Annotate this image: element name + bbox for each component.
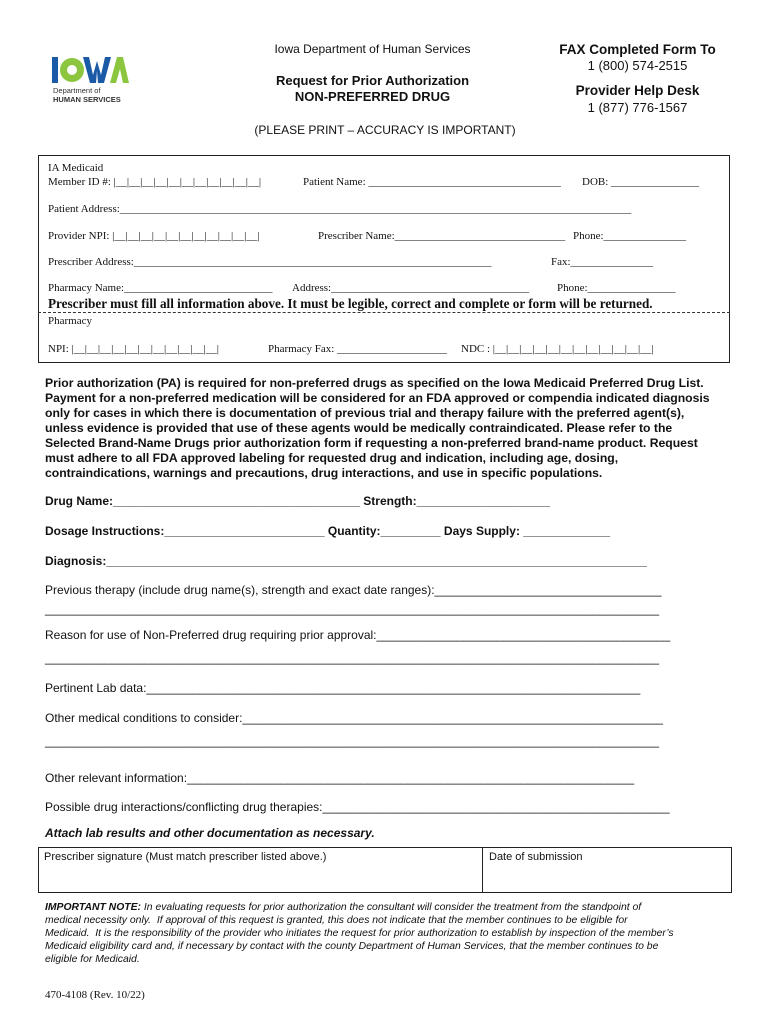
dosage-quantity-field[interactable]: Dosage Instructions:________________________ Quantity:_________ Days Supply: _____________ — [45, 524, 611, 538]
pharmacy-fax-field[interactable]: Pharmacy Fax: ____________________ — [268, 343, 448, 355]
form-title-line-2: NON-PREFERRED DRUG — [294, 89, 451, 104]
other-conditions-line-2[interactable]: ____________________________________________________________________________________________ — [45, 734, 659, 748]
intro-line-4: unless evidence is provided that use of these agents would be medically contraindicated. Please refer to the — [45, 421, 673, 435]
intro-line-5: Selected Brand-Name Drugs prior authorization form if requesting a non-preferred brand-name product. Request — [45, 436, 698, 450]
member-id-field[interactable]: Member ID #: |__|__|__|__|__|__|__|__|__|__|__| — [48, 176, 262, 188]
provider-npi-field[interactable]: Provider NPI: |__|__|__|__|__|__|__|__|__|__|__| — [48, 230, 260, 242]
intro-line-2: Payment for a non-preferred medication will be considered for an FDA approved or compendia indicated diagnosis — [45, 391, 710, 405]
dob-field[interactable]: DOB: ________________ — [582, 176, 700, 188]
prescriber-signature-field[interactable]: Prescriber signature (Must match prescriber listed above.) — [44, 851, 327, 863]
important-note-line-3: Medicaid. It is the responsibility of the provider who initiates the request for prior authorization to establish by inspection of the member’s — [45, 928, 674, 939]
prescriber-address-field[interactable]: Prescriber Address:_________________________________________________________________ — [48, 256, 492, 268]
form-number: 470-4108 (Rev. 10/22) — [45, 989, 145, 1001]
fax-number: 1 (800) 574-2515 — [587, 58, 688, 73]
pharmacy-phone-field[interactable]: Phone:________________ — [557, 282, 676, 294]
drug-interactions-field[interactable]: Possible drug interactions/conflicting drug therapies:____________________________________________________ — [45, 800, 670, 814]
other-conditions-field[interactable]: Other medical conditions to consider:_______________________________________________________________ — [45, 711, 663, 725]
pharmacy-name-field[interactable]: Pharmacy Name:___________________________ — [48, 282, 273, 294]
intro-line-6: must adhere to all FDA approved labeling for requested drug and indication, including age, dosing, — [45, 451, 619, 465]
form-title-line-1: Request for Prior Authorization — [275, 73, 470, 88]
other-info-field[interactable]: Other relevant information:___________________________________________________________________ — [45, 771, 635, 785]
dashed-divider — [38, 312, 730, 313]
intro-line-1: Prior authorization (PA) is required for non-preferred drugs as specified on the Iowa Medicaid Preferred Drug List. — [45, 376, 704, 390]
ia-medicaid-label: IA Medicaid — [48, 162, 104, 174]
helpdesk-label: Provider Help Desk — [575, 83, 700, 98]
date-of-submission-field[interactable]: Date of submission — [489, 851, 583, 863]
ndc-field[interactable]: NDC : |__|__|__|__|__|__|__|__|__|__|__|__| — [461, 343, 654, 355]
prescriber-fax-field[interactable]: Fax:_______________ — [551, 256, 654, 268]
important-note-line-2: medical necessity only. If approval of this request is granted, this does not indicate that the member continues to be eligible for — [45, 915, 628, 926]
important-note-text-1: In evaluating requests for prior authorization the consultant will consider the treatment from the standpoint of — [141, 902, 642, 913]
pharmacy-section-label: Pharmacy — [48, 315, 92, 327]
important-note-label: IMPORTANT NOTE: — [45, 902, 142, 913]
reason-line-2[interactable]: ____________________________________________________________________________________________ — [45, 651, 659, 665]
pharmacy-address-field[interactable]: Address:____________________________________ — [292, 282, 530, 294]
logo-line-2: HUMAN SERVICES — [53, 95, 121, 104]
logo-letter-a — [110, 57, 129, 83]
drug-name-strength-field[interactable]: Drug Name:_____________________________________ Strength:____________________ — [45, 494, 551, 508]
iowa-dhs-logo — [50, 49, 130, 105]
prescriber-warning: Prescriber must fill all information above. It must be legible, correct and complete or form will be returned. — [48, 296, 653, 311]
intro-line-3: only for cases in which there is documentation of previous trial and therapy failure with the preferred agent(s), — [45, 406, 685, 420]
lab-data-field[interactable]: Pertinent Lab data:__________________________________________________________________________ — [45, 681, 641, 695]
previous-therapy-field[interactable]: Previous therapy (include drug name(s), strength and exact date ranges):__________________________________ — [45, 583, 662, 597]
reason-field[interactable]: Reason for use of Non-Preferred drug requiring prior approval:____________________________________________ — [45, 628, 671, 642]
logo-line-1: Department of — [53, 86, 101, 95]
previous-therapy-line-2[interactable]: ____________________________________________________________________________________________ — [45, 602, 659, 616]
prescriber-name-field[interactable]: Prescriber Name:_______________________________ — [318, 230, 566, 242]
prescriber-phone-field[interactable]: Phone:_______________ — [573, 230, 687, 242]
helpdesk-number: 1 (877) 776-1567 — [587, 100, 688, 115]
patient-name-field[interactable]: Patient Name: ___________________________________ — [303, 176, 561, 188]
important-note-line-5: eligible for Medicaid. — [45, 954, 140, 965]
important-note-line-1 — [45, 901, 641, 914]
logo-letter-i — [52, 57, 58, 83]
department-name: Iowa Department of Human Services — [274, 42, 471, 56]
attach-instruction: Attach lab results and other documentation as necessary. — [45, 826, 375, 840]
diagnosis-field[interactable]: Diagnosis:_________________________________________________________________________________ — [45, 554, 647, 568]
fax-label: FAX Completed Form To — [559, 42, 716, 57]
pharmacy-npi-field[interactable]: NPI: |__|__|__|__|__|__|__|__|__|__|__| — [48, 343, 219, 355]
logo-letter-w — [83, 57, 111, 83]
intro-line-7: contraindications, warnings and precautions, drug interactions, and use in specific populations. — [45, 466, 603, 480]
patient-address-field[interactable]: Patient Address:_____________________________________________________________________________________________ — [48, 203, 632, 215]
important-note-line-4: Medicaid eligibility card and, if necessary by contact with the county Department of Human Services, that the member continues to be — [45, 941, 659, 952]
signature-divider — [482, 847, 483, 893]
print-notice: (PLEASE PRINT – ACCURACY IS IMPORTANT) — [254, 123, 516, 137]
